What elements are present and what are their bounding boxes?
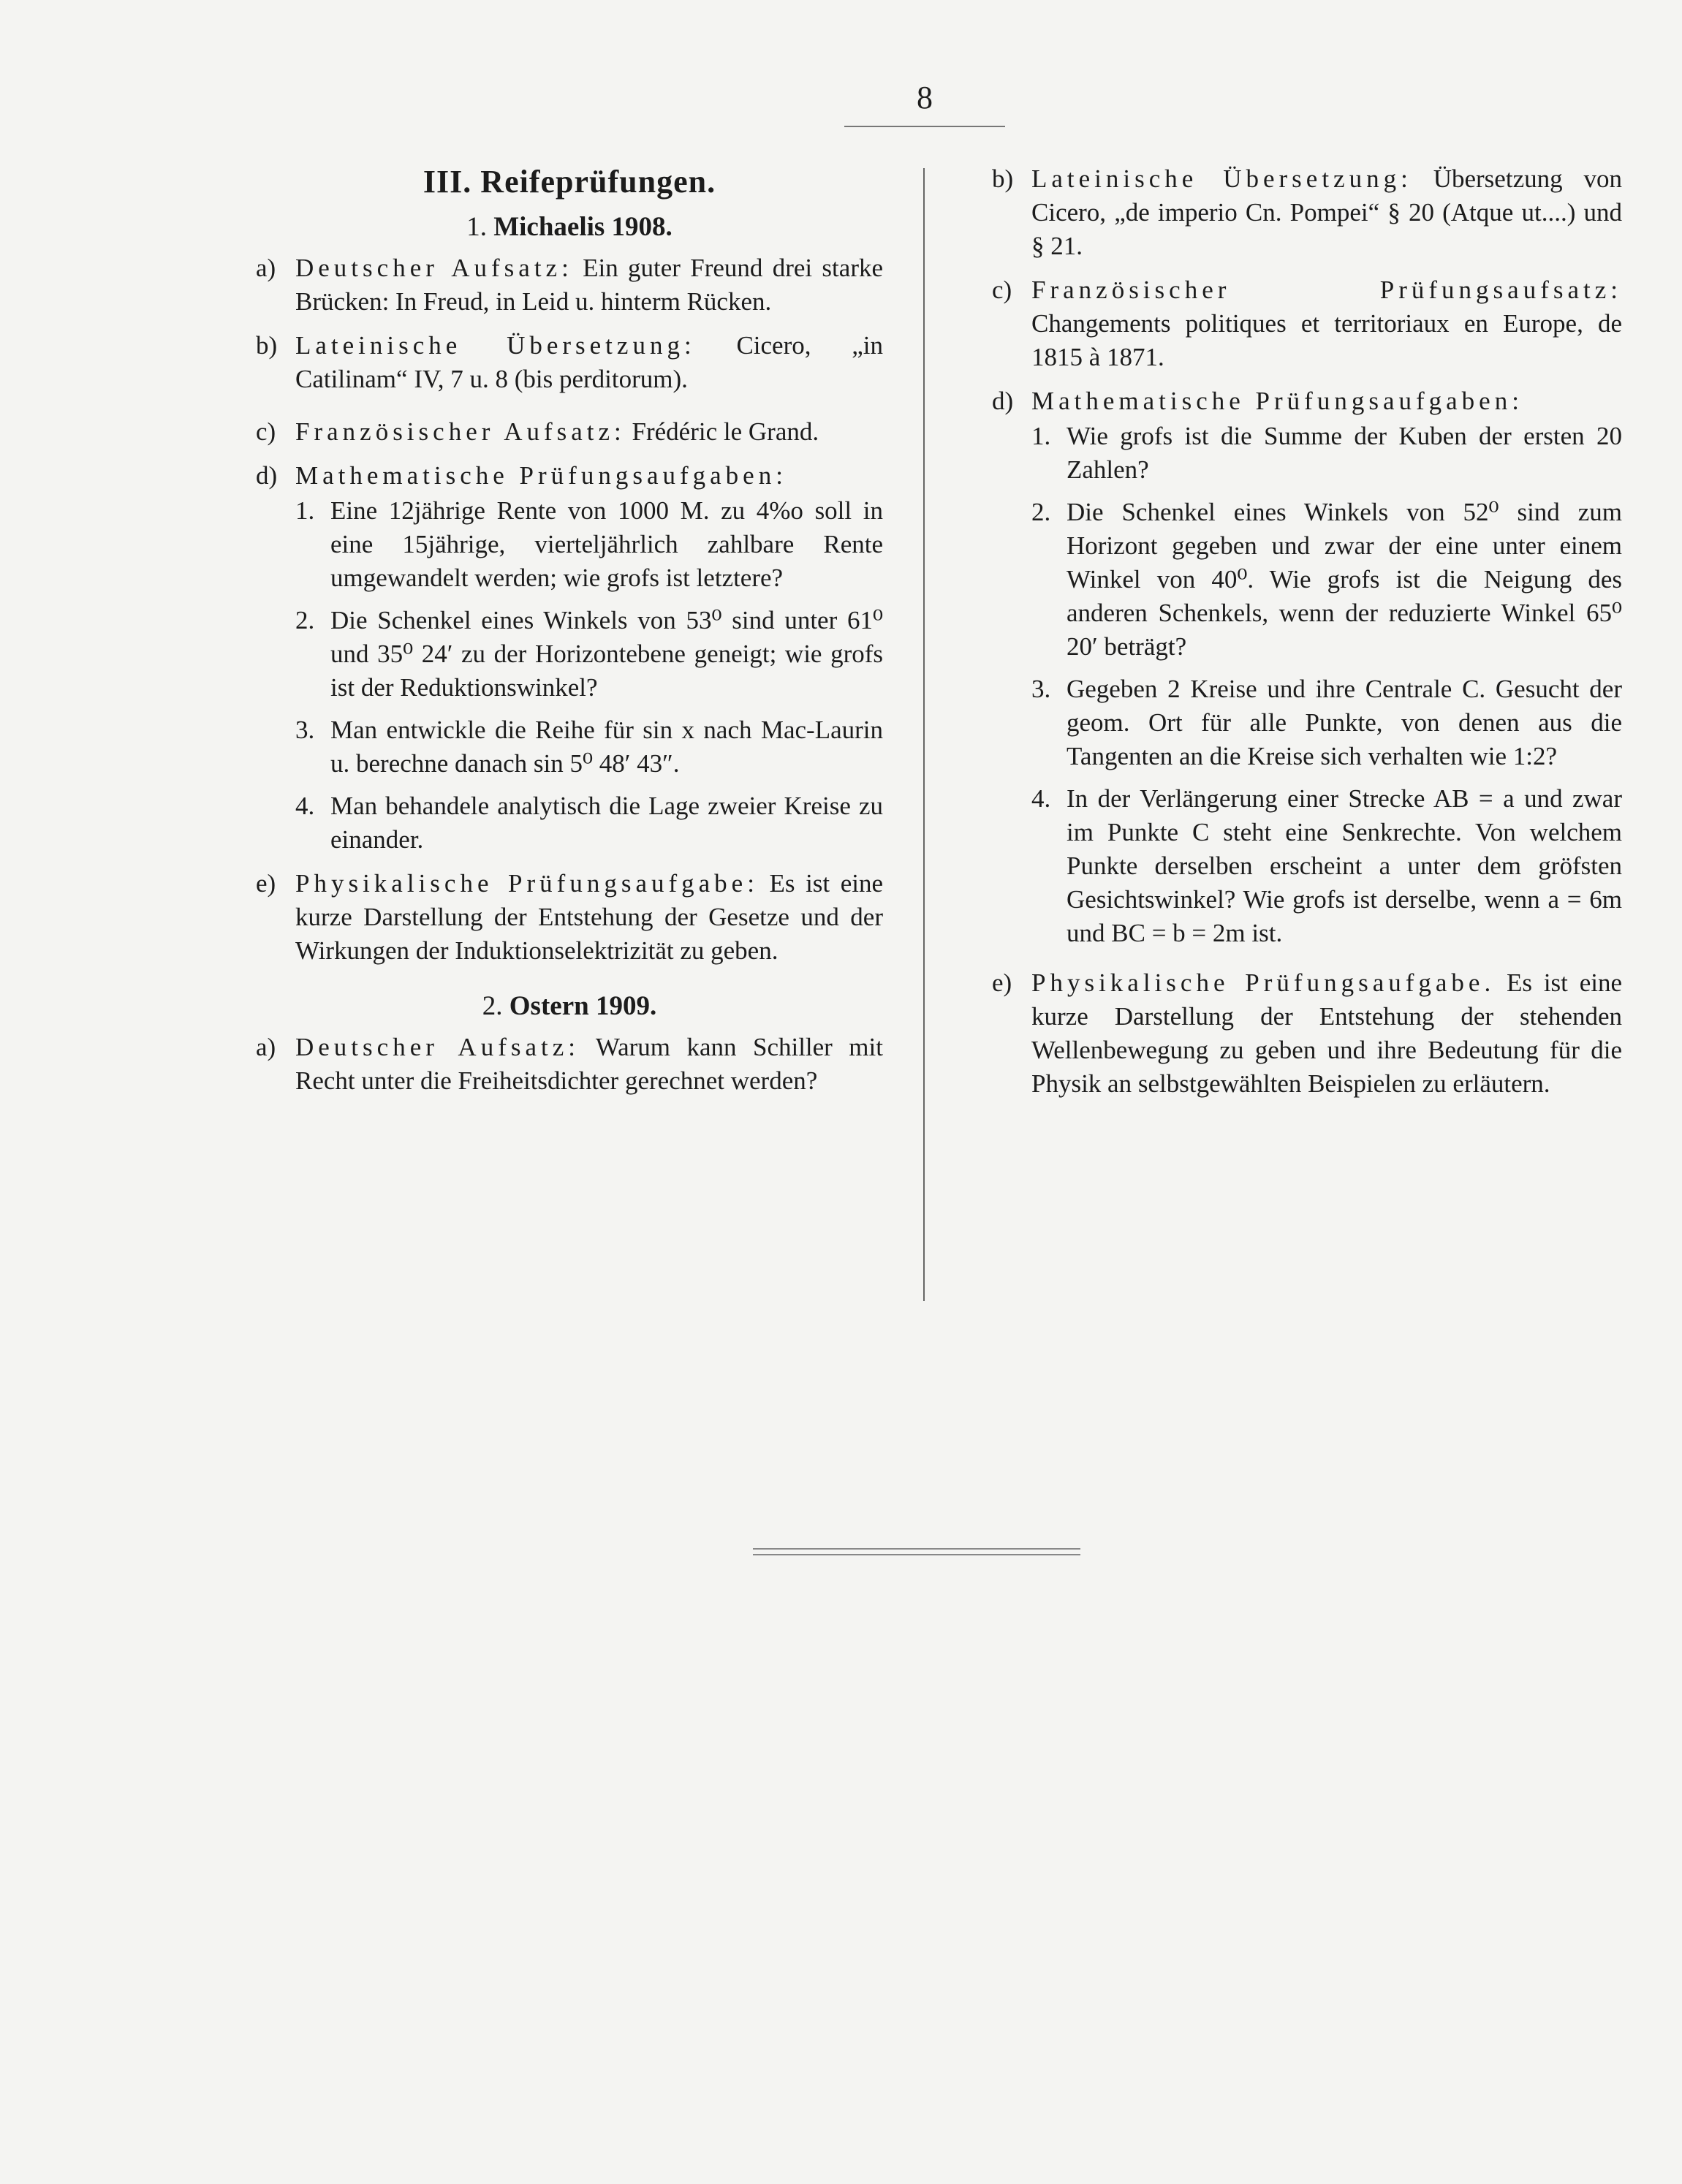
problem-number: 2. bbox=[295, 606, 315, 634]
math-problem bbox=[1031, 672, 1622, 773]
item-mark: e) bbox=[992, 968, 1012, 997]
problem-text: Gegeben 2 Kreise und ihre Centrale C. Gesucht der geom. Ort für alle Punkte, von denen aus die Tangenten an die Kreise sich verhalten wie 1:2? bbox=[1067, 675, 1622, 770]
ostern-heading-text: Ostern 1909. bbox=[509, 991, 657, 1021]
problem-number: 1. bbox=[295, 496, 315, 525]
item-label: Lateinische Übersetzung: bbox=[295, 331, 696, 360]
problem-text: Man behandele analytisch die Lage zweier Kreise zu einander. bbox=[330, 792, 883, 854]
item-text: Es ist eine kurze Darstellung der Entstehung der Gesetze und der Wirkungen der Induktionselektrizität zu geben. bbox=[295, 869, 883, 965]
right-column bbox=[992, 162, 1622, 1111]
math-problem bbox=[295, 494, 883, 595]
section-title: III. Reifeprüfungen. bbox=[423, 164, 716, 200]
item-mark: c) bbox=[256, 417, 276, 446]
problem-text: Man entwickle die Reihe für sin x nach Mac-Laurin u. berechne danach sin 5⁰ 48′ 43″. bbox=[330, 716, 883, 778]
item-label: Mathematische Prüfungsaufgaben: bbox=[1031, 387, 1523, 415]
item-label: Deutscher Aufsatz: bbox=[295, 254, 573, 282]
michaelis-item-a bbox=[256, 251, 883, 319]
math-problem-list bbox=[295, 494, 883, 857]
ostern-item-d bbox=[992, 384, 1622, 950]
michaelis-item-e bbox=[256, 867, 883, 968]
math-problem bbox=[295, 789, 883, 857]
ostern-item-a bbox=[256, 1031, 883, 1098]
ostern-heading bbox=[256, 990, 883, 1023]
left-column bbox=[256, 162, 883, 1108]
item-label: Physikalische Prüfungsaufgabe: bbox=[295, 869, 759, 898]
problem-text: Die Schenkel eines Winkels von 52⁰ sind zum Horizont gegeben und zwar der eine unter einem Winkel von 40⁰. Wie grofs ist die Neigung des anderen Schenkels, wenn der reduzierte Winkel 65⁰ 20′ beträgt? bbox=[1067, 498, 1622, 661]
item-text: Warum kann Schiller mit Recht unter die Freiheitsdichter gerechnet werden? bbox=[295, 1033, 883, 1095]
item-text: Frédéric le Grand. bbox=[632, 417, 819, 446]
item-label: Französischer Prüfungsaufsatz: bbox=[1031, 276, 1622, 304]
item-mark: d) bbox=[992, 387, 1014, 415]
math-problem-list bbox=[1031, 420, 1622, 950]
problem-number: 4. bbox=[1031, 784, 1051, 813]
michaelis-item-b bbox=[256, 329, 883, 396]
math-problem bbox=[295, 713, 883, 781]
bottom-double-rule bbox=[753, 1548, 1080, 1555]
math-problem bbox=[295, 604, 883, 705]
problem-number: 3. bbox=[295, 716, 315, 744]
item-mark: a) bbox=[256, 254, 276, 282]
michaelis-heading-text: Michaelis 1908. bbox=[493, 212, 673, 242]
michaelis-heading bbox=[256, 211, 883, 244]
problem-number: 4. bbox=[295, 792, 315, 820]
ostern-item-c bbox=[992, 273, 1622, 374]
page-number: 8 bbox=[917, 80, 933, 115]
item-mark: a) bbox=[256, 1033, 276, 1061]
item-label: Physikalische Prüfungsaufgabe. bbox=[1031, 968, 1496, 997]
item-mark: b) bbox=[256, 331, 278, 360]
item-label: Lateinische Übersetzung: bbox=[1031, 164, 1412, 193]
math-problem bbox=[1031, 782, 1622, 950]
problem-number: 1. bbox=[1031, 422, 1051, 450]
problem-text: Eine 12jährige Rente von 1000 M. zu 4%o soll in eine 15jährige, vierteljährlich zahlbare Rente umgewandelt werden; wie grofs ist letztere? bbox=[330, 496, 883, 592]
item-mark: d) bbox=[256, 461, 278, 490]
page-number-rule bbox=[844, 126, 1005, 127]
math-problem bbox=[1031, 420, 1622, 487]
item-text: Ein guter Freund drei starke Brücken: In Freud, in Leid u. hinterm Rücken. bbox=[295, 254, 884, 316]
problem-text: In der Verlängerung einer Strecke AB = a und zwar im Punkte C steht eine Senkrechte. Von welchem Punkte derselben erscheint a unter dem gröfsten Gesichtswinkel? Wie grofs ist derselbe, wenn a = 6m und BC = b = 2m ist. bbox=[1067, 784, 1622, 947]
item-mark: c) bbox=[992, 276, 1012, 304]
item-mark: b) bbox=[992, 164, 1014, 193]
item-label: Mathematische Prüfungsaufgaben: bbox=[295, 461, 787, 490]
item-text: Es ist eine kurze Darstellung der Entstehung der stehenden Wellenbewegung zu geben und ihre Bedeutung für die Physik an selbstgewählten Beispielen zu erläutern. bbox=[1031, 968, 1622, 1098]
item-label: Französischer Aufsatz: bbox=[295, 417, 626, 446]
item-text: Changements politiques et territoriaux en Europe, de 1815 à 1871. bbox=[1031, 309, 1622, 371]
item-text: Übersetzung von Cicero, „de imperio Cn. Pompei“ § 20 (Atque ut....) und § 21. bbox=[1031, 164, 1622, 260]
item-mark: e) bbox=[256, 869, 276, 898]
problem-number: 3. bbox=[1031, 675, 1051, 703]
problem-text: Wie grofs ist die Summe der Kuben der ersten 20 Zahlen? bbox=[1067, 422, 1622, 484]
ostern-item-e bbox=[992, 966, 1622, 1101]
ostern-item-b bbox=[992, 162, 1622, 263]
michaelis-item-c bbox=[256, 415, 883, 449]
item-label: Deutscher Aufsatz: bbox=[295, 1033, 580, 1061]
problem-number: 2. bbox=[1031, 498, 1051, 526]
michaelis-heading-num: 1. bbox=[466, 212, 487, 242]
michaelis-item-d bbox=[256, 459, 883, 857]
item-text: Cicero, „in Catilinam“ IV, 7 u. 8 (bis perditorum). bbox=[295, 331, 883, 393]
column-divider bbox=[923, 168, 925, 1301]
problem-text: Die Schenkel eines Winkels von 53⁰ sind unter 61⁰ und 35⁰ 24′ zu der Horizontebene geneigt; wie grofs ist der Reduktionswinkel? bbox=[330, 606, 883, 702]
math-problem bbox=[1031, 496, 1622, 664]
ostern-heading-num: 2. bbox=[482, 991, 503, 1021]
